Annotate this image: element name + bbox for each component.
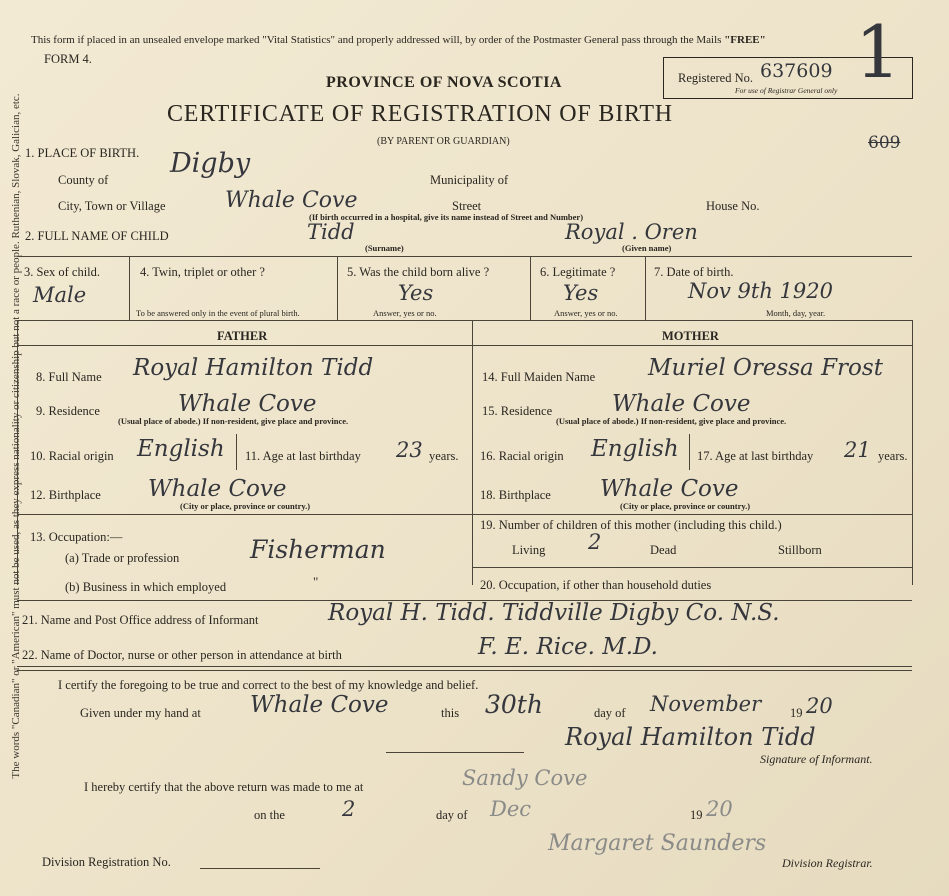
this-label: this [441, 706, 460, 720]
mother-residence-label: 15. Residence [482, 404, 553, 418]
registered-label: Registered No. [678, 71, 753, 85]
father-heading: FATHER [217, 329, 268, 343]
divider-mother-occupation [472, 567, 912, 568]
free-label: "FREE" [724, 34, 766, 46]
corner-mark: 1 [855, 10, 901, 94]
mother-name-label: 14. Full Maiden Name [482, 370, 596, 384]
postal-notice: This form if placed in an unsealed envelope marked "Vital Statistics" and properly addressed will, by order of the Postmaster General pass through the Mails "FREE" [31, 34, 766, 46]
registrar-year-value: 20 [706, 797, 733, 821]
registrar-note: For use of Registrar General only [735, 86, 838, 95]
form-number: FORM 4. [44, 52, 92, 66]
father-racial-label: 10. Racial origin [30, 449, 114, 463]
informant-signature-caption: Signature of Informant. [760, 752, 873, 766]
father-birthplace-label: 12. Birthplace [30, 488, 101, 502]
mother-age-unit: years. [878, 449, 908, 463]
legitimate-note: Answer, yes or no. [554, 308, 618, 318]
father-age-unit: years. [429, 449, 459, 463]
divider-parents-top [17, 320, 912, 321]
mother-racial-value: English [591, 436, 679, 462]
mother-age-value: 21 [844, 438, 871, 462]
father-residence-label: 9. Residence [36, 404, 100, 418]
division-registrar-caption: Division Registrar. [782, 856, 873, 870]
living-label: Living [512, 543, 546, 557]
born-alive-label: 5. Was the child born alive ? [347, 265, 490, 279]
legitimate-value: Yes [563, 281, 599, 305]
divider-father-age [236, 434, 237, 470]
date-of-birth-note: Month, day, year. [766, 308, 826, 318]
page-subtitle: (BY PARENT OR GUARDIAN) [377, 136, 510, 147]
divider-right-border [912, 320, 913, 585]
blank-signature-line [386, 752, 524, 753]
mother-heading: MOTHER [662, 329, 719, 343]
sex-value: Male [33, 283, 87, 307]
informant-signature: Royal Hamilton Tidd [565, 723, 816, 751]
registrar-statement: I hereby certify that the above return was made to me at [84, 780, 364, 794]
registered-value: 637609 [760, 60, 833, 82]
child-name-label: 2. FULL NAME OF CHILD [25, 229, 169, 243]
father-residence-note: (Usual place of abode.) If non-resident, give place and province. [118, 416, 349, 426]
twin-note: To be answered only in the event of plural birth. [136, 308, 300, 318]
divider-certify-top [17, 666, 912, 671]
page-title: CERTIFICATE OF REGISTRATION OF BIRTH [167, 101, 673, 127]
father-business-value: " [313, 574, 319, 589]
division-number-line [200, 868, 320, 869]
divider-mother-children [472, 514, 912, 515]
father-business-label: (b) Business in which employed [65, 580, 227, 594]
divider-row3-top [17, 256, 912, 257]
father-name-label: 8. Full Name [36, 370, 102, 384]
mother-occupation-label: 20. Occupation, if other than household duties [480, 578, 712, 592]
registrar-year-prefix: 19 [690, 808, 703, 822]
struck-number: 609 [868, 133, 901, 153]
mother-birthplace-value: Whale Cove [600, 476, 739, 502]
divider-row3-b [337, 257, 338, 320]
stillborn-label: Stillborn [778, 543, 822, 557]
county-label: County of [58, 173, 109, 187]
twin-label: 4. Twin, triplet or other ? [140, 265, 265, 279]
place-of-birth-label: 1. PLACE OF BIRTH. [25, 146, 140, 160]
mother-residence-value: Whale Cove [612, 391, 751, 417]
child-given-name-value: Royal . Oren [565, 220, 698, 244]
mother-age-label: 17. Age at last birthday [697, 449, 814, 463]
municipality-label: Municipality of [430, 173, 509, 187]
registrar-signature: Margaret Saunders [548, 831, 767, 856]
father-age-label: 11. Age at last birthday [245, 449, 361, 463]
given-label: Given under my hand at [80, 706, 201, 720]
divider-mother-age [689, 434, 690, 470]
father-trade-label: (a) Trade or profession [65, 551, 180, 565]
city-label: City, Town or Village [58, 199, 166, 213]
doctor-value: F. E. Rice. M.D. [478, 634, 658, 660]
certify-month-value: November [650, 692, 762, 716]
living-value: 2 [588, 530, 602, 554]
father-racial-value: English [137, 436, 225, 462]
born-alive-value: Yes [398, 281, 434, 305]
children-label: 19. Number of children of this mother (including this child.) [480, 518, 782, 532]
date-of-birth-value: Nov 9th 1920 [688, 279, 834, 303]
date-of-birth-label: 7. Date of birth. [654, 265, 734, 279]
certify-day-of-label: day of [594, 706, 626, 720]
certify-day-value: 30th [485, 690, 543, 719]
city-value: Whale Cove [225, 188, 358, 213]
county-value: Digby [170, 148, 251, 179]
father-residence-value: Whale Cove [178, 391, 317, 417]
mother-name-value: Muriel Oressa Frost [648, 355, 883, 381]
legitimate-label: 6. Legitimate ? [540, 265, 616, 279]
registrar-day-value: 2 [342, 797, 356, 821]
house-number-label: House No. [706, 199, 760, 213]
side-margin-note: The words "Canadian" or "American" must not be used, as they express nationality or citizenship but not a race or people. Ruthenian, Slovak, Galician, etc. [10, 93, 22, 779]
certify-statement: I certify the foregoing to be true and correct to the best of my knowledge and belief. [58, 678, 479, 692]
certify-year-prefix: 19 [790, 706, 803, 720]
registrar-place-value: Sandy Cove [462, 766, 588, 790]
mother-residence-note: (Usual place of abode.) If non-resident, give place and province. [556, 416, 787, 426]
informant-label: 21. Name and Post Office address of Informant [22, 613, 259, 627]
given-place-value: Whale Cove [250, 692, 389, 718]
divider-left-border [17, 320, 18, 585]
certify-year-value: 20 [806, 694, 833, 718]
registrar-day-of-label: day of [436, 808, 468, 822]
mother-racial-label: 16. Racial origin [480, 449, 564, 463]
mother-birthplace-note: (City or place, province or country.) [620, 501, 751, 511]
informant-value: Royal H. Tidd. Tiddville Digby Co. N.S. [328, 600, 780, 626]
divider-row3-c [530, 257, 531, 320]
father-trade-value: Fisherman [250, 535, 386, 564]
registrar-on-the-label: on the [254, 808, 285, 822]
registrar-month-value: Dec [490, 797, 532, 821]
street-label: Street [452, 199, 482, 213]
divider-row3-d [645, 257, 646, 320]
dead-label: Dead [650, 543, 677, 557]
child-surname-value: Tidd [307, 220, 355, 244]
father-name-value: Royal Hamilton Tidd [133, 355, 374, 381]
father-birthplace-note: (City or place, province or country.) [180, 501, 311, 511]
surname-caption: (Surname) [365, 243, 404, 253]
province-heading: PROVINCE OF NOVA SCOTIA [326, 74, 562, 91]
divider-father-occupation [17, 514, 472, 515]
father-birthplace-value: Whale Cove [148, 476, 287, 502]
mother-birthplace-label: 18. Birthplace [480, 488, 551, 502]
father-age-value: 23 [396, 438, 423, 462]
division-registration-label: Division Registration No. [42, 855, 171, 869]
sex-label: 3. Sex of child. [24, 265, 101, 279]
divider-parents-heading [17, 345, 912, 346]
divider-row3-a [129, 257, 130, 320]
born-alive-note: Answer, yes or no. [373, 308, 437, 318]
father-occupation-label: 13. Occupation:— [30, 530, 123, 544]
given-name-caption: (Given name) [622, 243, 672, 253]
divider-parents-middle [472, 320, 473, 585]
doctor-label: 22. Name of Doctor, nurse or other person in attendance at birth [22, 648, 342, 662]
hospital-note: (If birth occurred in a hospital, give its name instead of Street and Number) [309, 212, 584, 222]
